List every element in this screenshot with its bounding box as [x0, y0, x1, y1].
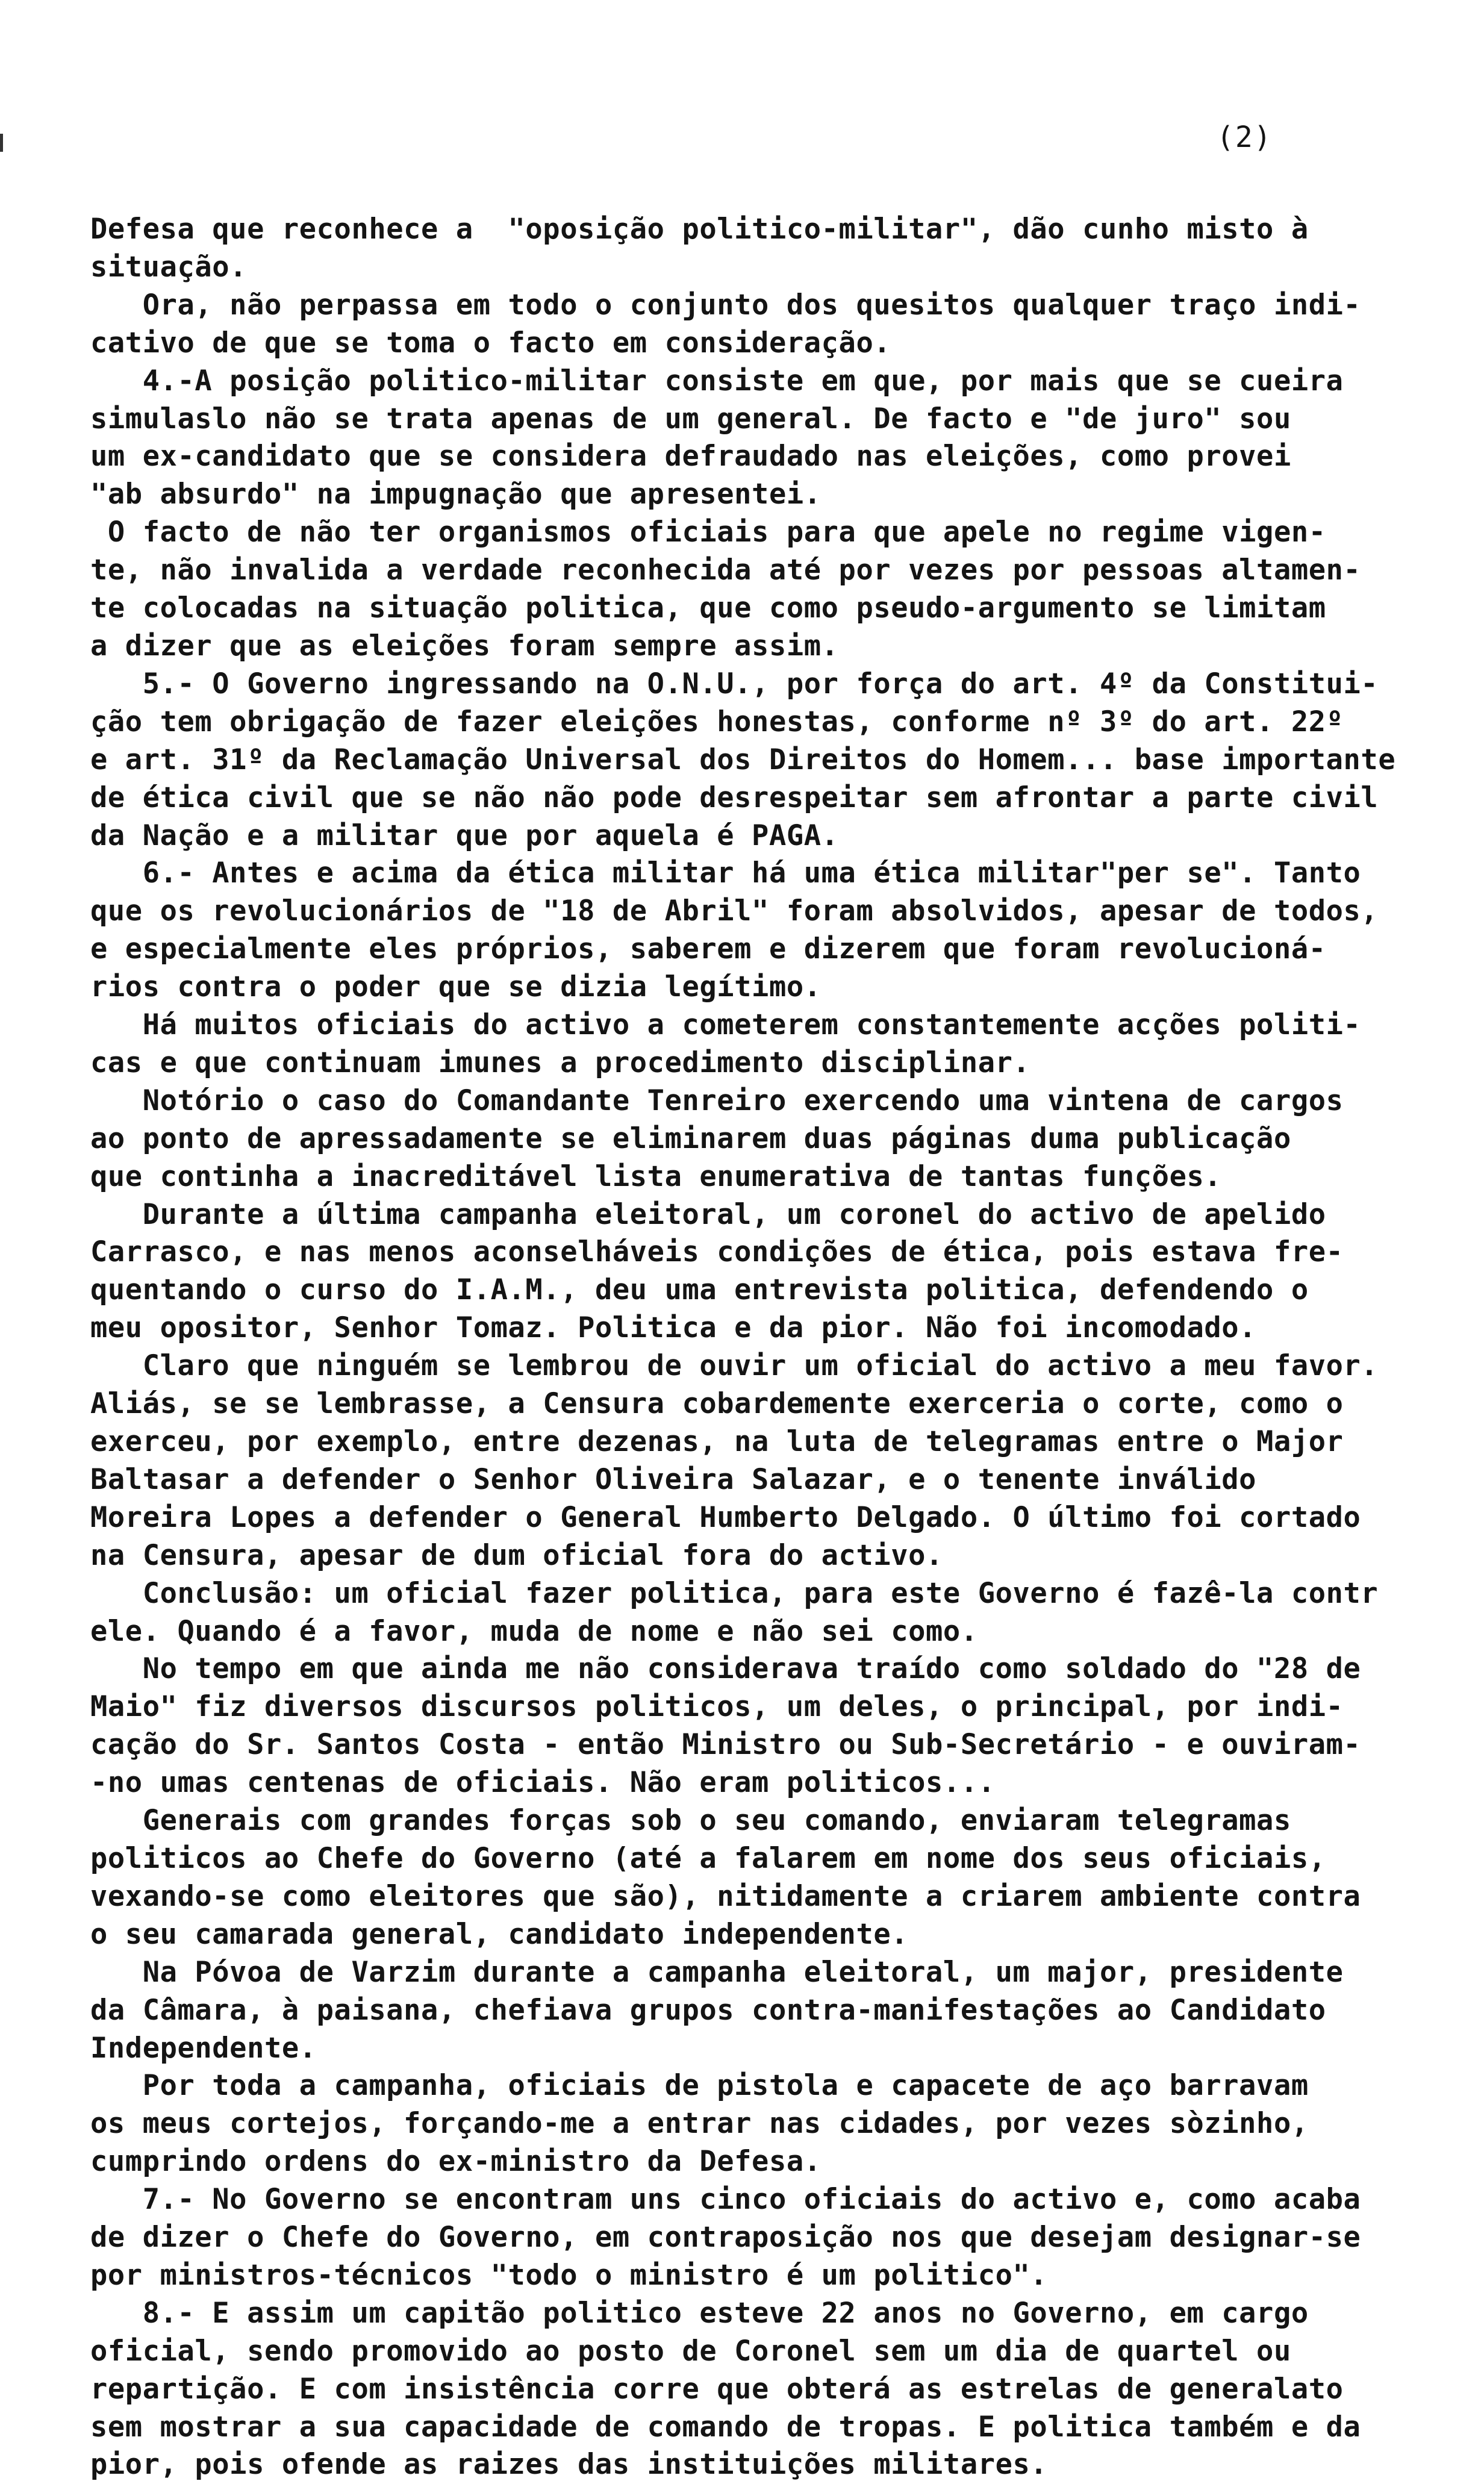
- text-line: cação do Sr. Santos Costa - então Ministro ou Sub-Secretário - e ouviram-: [90, 1728, 1361, 1762]
- text-line: Claro que ninguém se lembrou de ouvir um oficial do activo a meu favor.: [90, 1349, 1379, 1383]
- text-line: O facto de não ter organismos oficiais para que apele no regime vigen-: [90, 516, 1326, 549]
- text-line: Notório o caso do Comandante Tenreiro exercendo uma vintena de cargos: [90, 1084, 1344, 1117]
- margin-mark: [0, 134, 3, 152]
- text-line: 4.-A posição politico-militar consiste em que, por mais que se cueira: [90, 364, 1344, 398]
- text-line: Na Póvoa de Varzim durante a campanha eleitoral, um major, presidente: [90, 1955, 1344, 1989]
- text-line: Durante a última campanha eleitoral, um coronel do activo de apelido: [90, 1197, 1326, 1231]
- text-line: "ab absurdo" na impugnação que apresentei.: [90, 478, 822, 511]
- text-line: Conclusão: um oficial fazer politica, para este Governo é fazê-la contr: [90, 1576, 1379, 1610]
- text-line: No tempo em que ainda me não considerava traído como soldado do "28 de: [90, 1652, 1361, 1686]
- text-line: vexando-se como eleitores que são), nitidamente a criarem ambiente contra: [90, 1879, 1361, 1913]
- text-line: Independente.: [90, 2031, 317, 2065]
- text-line: exerceu, por exemplo, entre dezenas, na luta de telegramas entre o Major: [90, 1425, 1344, 1458]
- text-line: de ética civil que se não não pode desrespeitar sem afrontar a parte civil: [90, 781, 1379, 814]
- text-line: Generais com grandes forças sob o seu comando, enviaram telegramas: [90, 1804, 1291, 1838]
- text-line: os meus cortejos, forçando-me a entrar nas cidades, por vezes sòzinho,: [90, 2107, 1309, 2141]
- page-number: (2): [1217, 120, 1273, 154]
- text-line: e art. 31º da Reclamação Universal dos Direitos do Homem... base importante: [90, 743, 1396, 776]
- text-line: da Câmara, à paisana, chefiava grupos contra-manifestações ao Candidato: [90, 1993, 1326, 2027]
- text-line: oficial, sendo promovido ao posto de Coronel sem um dia de quartel ou: [90, 2334, 1291, 2368]
- text-line: cativo de que se toma o facto em consideração.: [90, 326, 891, 360]
- text-line: pior, pois ofende as raizes das instituições militares.: [90, 2448, 1048, 2482]
- text-line: Maio" fiz diversos discursos politicos, um deles, o principal, por indi-: [90, 1690, 1344, 1724]
- text-line: Aliás, se se lembrasse, a Censura cobardemente exerceria o corte, como o: [90, 1387, 1344, 1421]
- text-line: simulaslo não se trata apenas de um general. De facto e "de juro" sou: [90, 402, 1291, 435]
- text-line: te colocadas na situação politica, que como pseudo-argumento se limitam: [90, 591, 1326, 625]
- text-line: o seu camarada general, candidato independente.: [90, 1917, 909, 1951]
- text-line: um ex-candidato que se considera defraudado nas eleições, como provei: [90, 440, 1291, 473]
- text-line: 5.- O Governo ingressando na O.N.U., por força do art. 4º da Constitui-: [90, 667, 1379, 701]
- text-line: repartição. E com insistência corre que obterá as estrelas de generalato: [90, 2372, 1344, 2406]
- text-line: Ora, não perpassa em todo o conjunto dos quesitos qualquer traço indi-: [90, 288, 1361, 322]
- text-line: que os revolucionários de "18 de Abril" foram absolvidos, apesar de todos,: [90, 894, 1379, 928]
- text-line: 7.- No Governo se encontram uns cinco oficiais do activo e, como acaba: [90, 2183, 1361, 2217]
- text-line: quentando o curso do I.A.M., deu uma entrevista politica, defendendo o: [90, 1273, 1309, 1307]
- text-line: Defesa que reconhece a "oposição politico-militar", dão cunho misto à: [90, 213, 1309, 246]
- text-line: e especialmente eles próprios, saberem e dizerem que foram revolucioná-: [90, 932, 1326, 966]
- text-line: 6.- Antes e acima da ética militar há uma ética militar"per se". Tanto: [90, 857, 1361, 890]
- text-line: ao ponto de apressadamente se eliminarem duas páginas duma publicação: [90, 1122, 1291, 1155]
- text-line: ção tem obrigação de fazer eleições honestas, conforme nº 3º do art. 22º: [90, 705, 1344, 738]
- text-line: por ministros-técnicos "todo o ministro é um politico".: [90, 2258, 1048, 2292]
- typewritten-body: [90, 211, 1415, 2484]
- text-line: a dizer que as eleições foram sempre assim.: [90, 629, 839, 663]
- text-line: Carrasco, e nas menos aconselháveis condições de ética, pois estava fre-: [90, 1235, 1344, 1269]
- text-line: situação.: [90, 250, 248, 284]
- text-line: cas e que continuam imunes a procedimento disciplinar.: [90, 1046, 1030, 1079]
- text-line: ele. Quando é a favor, muda de nome e não sei como.: [90, 1614, 978, 1648]
- text-line: -no umas centenas de oficiais. Não eram politicos...: [90, 1766, 996, 1800]
- text-line: na Censura, apesar de dum oficial fora do activo.: [90, 1538, 943, 1572]
- text-line: Baltasar a defender o Senhor Oliveira Salazar, e o tenente inválido: [90, 1462, 1257, 1496]
- text-line: 8.- E assim um capitão politico esteve 22 anos no Governo, em cargo: [90, 2296, 1309, 2330]
- text-line: Há muitos oficiais do activo a cometerem constantemente acções politi-: [90, 1008, 1361, 1042]
- text-line: Moreira Lopes a defender o General Humberto Delgado. O último foi cortado: [90, 1500, 1361, 1534]
- text-line: meu opositor, Senhor Tomaz. Politica e da pior. Não foi incomodado.: [90, 1311, 1257, 1345]
- text-line: cumprindo ordens do ex-ministro da Defesa.: [90, 2145, 822, 2179]
- text-line: rios contra o poder que se dizia legítimo.: [90, 970, 822, 1004]
- text-line: Por toda a campanha, oficiais de pistola e capacete de aço barravam: [90, 2069, 1309, 2103]
- text-line: da Nação e a militar que por aquela é PAGA.: [90, 819, 839, 852]
- text-line: sem mostrar a sua capacidade de comando de tropas. E politica também e da: [90, 2410, 1361, 2444]
- text-line: que continha a inacreditável lista enumerativa de tantas funções.: [90, 1159, 1222, 1193]
- text-line: te, não invalida a verdade reconhecida até por vezes por pessoas altamen-: [90, 554, 1361, 587]
- text-line: de dizer o Chefe do Governo, em contraposição nos que desejam designar-se: [90, 2221, 1361, 2255]
- text-line: politicos ao Chefe do Governo (até a falarem em nome dos seus oficiais,: [90, 1841, 1326, 1875]
